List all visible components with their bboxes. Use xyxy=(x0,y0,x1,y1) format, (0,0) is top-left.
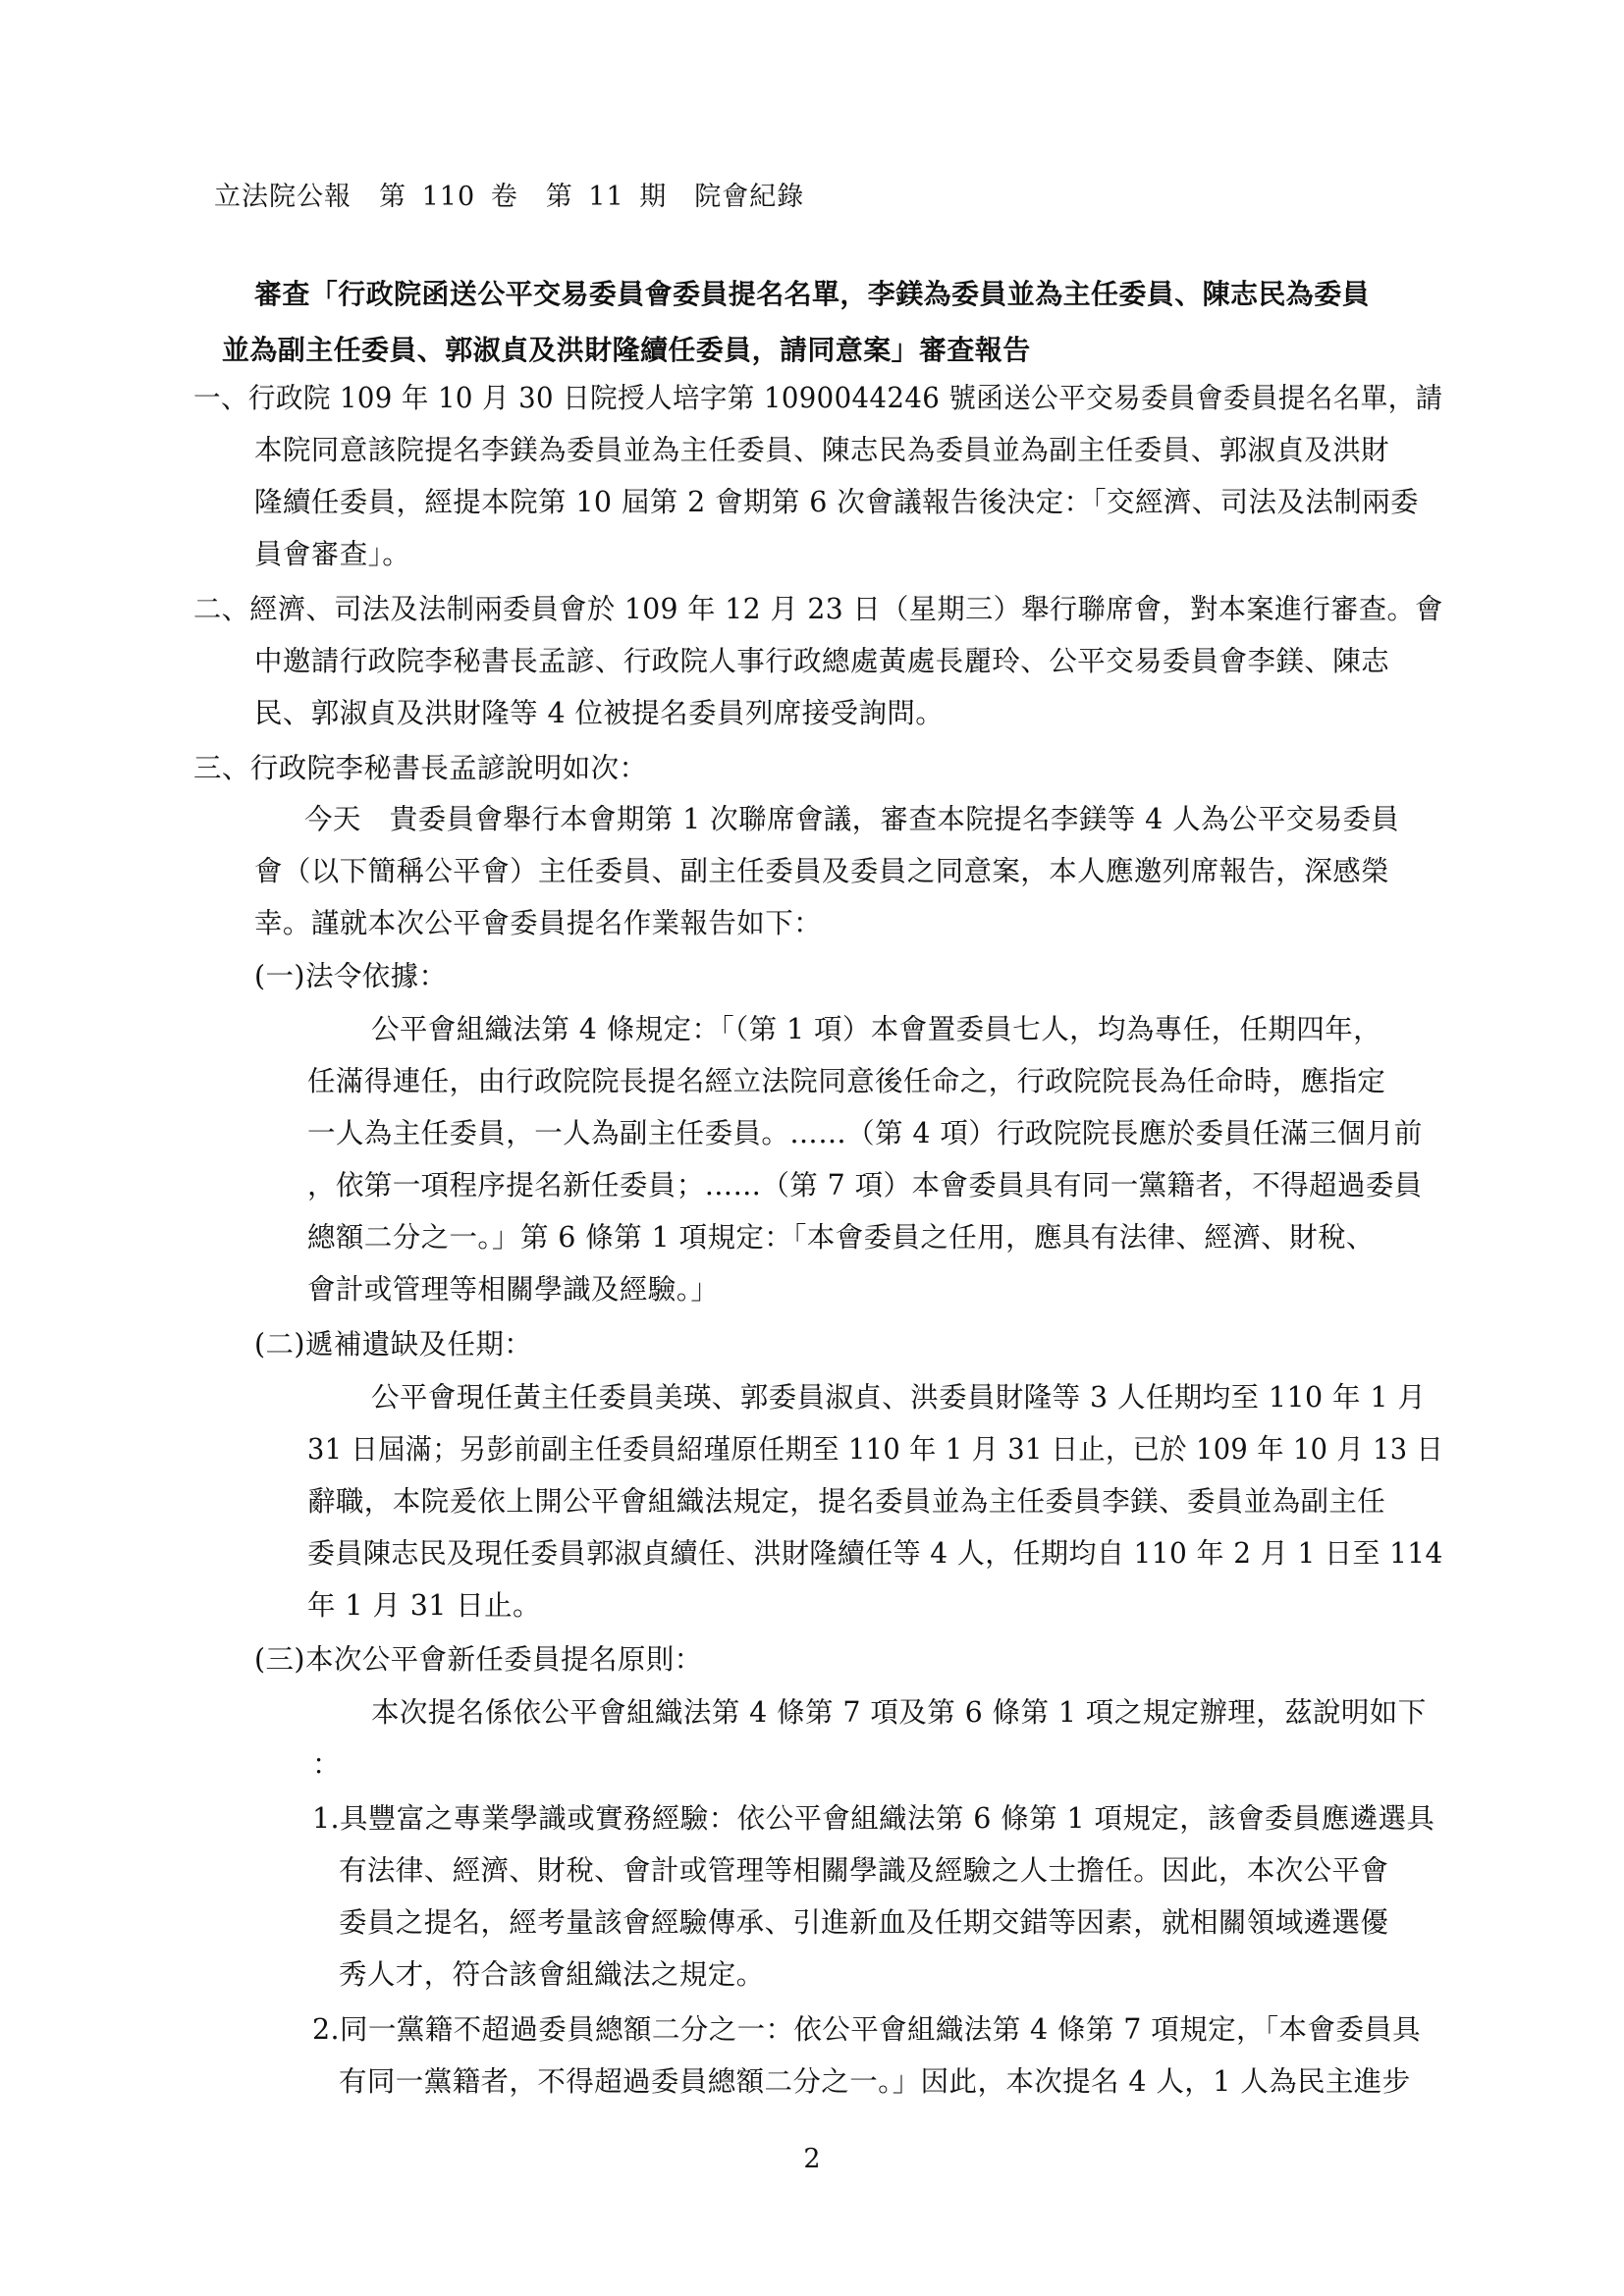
intro-line-3: 幸。謹就本次公平會委員提名作業報告如下： xyxy=(254,907,823,939)
subsection-1-line-1: 公平會組織法第 4 條規定：「（第 1 項）本會置委員七人，均為專任，任期四年， xyxy=(371,1013,1382,1045)
item-1-line-2: 有法律、經濟、財稅、會計或管理等相關學識及經驗之人士擔任。因此，本次公平會 xyxy=(339,1854,1389,1887)
subsection-1-line-2: 任滿得連任，由行政院院長提名經立法院同意後任命之，行政院院長為任命時，應指定 xyxy=(307,1065,1386,1097)
section-1-line-2: 本院同意該院提名李鎂為委員並為主任委員、陳志民為委員並為副主任委員、郭淑貞及洪財 xyxy=(254,434,1390,466)
section-1-line-3: 隆續任委員，經提本院第 10 屆第 2 會期第 6 次會議報告後決定：「交經濟、司法及法制兩委 xyxy=(254,486,1419,518)
section-3-heading: 三、行政院李秘書長孟諺說明如次： xyxy=(193,752,648,784)
intro-line-2: 會（以下簡稱公平會）主任委員、副主任委員及委員之同意案，本人應邀列席報告，深感榮 xyxy=(254,855,1390,887)
report-title-line-1: 審查「行政院函送公平交易委員會委員提名名單，李鎂為委員並為主任委員、陳志民為委員 xyxy=(254,278,1371,310)
item-2-line-2: 有同一黨籍者，不得超過委員總額二分之一。」因此，本次提名 4 人，1 人為民主進步 xyxy=(339,2065,1411,2098)
section-2-line-1: 二、經濟、司法及法制兩委員會於 109 年 12 月 23 日（星期三）舉行聯席會，對本案進行審查。會 xyxy=(193,593,1443,625)
subsection-2-line-3: 辭職，本院爰依上開公平會組織法規定，提名委員並為主任委員李鎂、委員並為副主任 xyxy=(307,1485,1386,1518)
subsection-2-line-5: 年 1 月 31 日止。 xyxy=(307,1589,541,1622)
subsection-3-line-1: 本次提名係依公平會組織法第 4 條第 7 項及第 6 條第 1 項之規定辦理，茲說明如下 xyxy=(371,1696,1427,1729)
subsection-1-line-3: 一人為主任委員，一人為副主任委員。……（第 4 項）行政院院長應於委員任滿三個月前 xyxy=(307,1117,1423,1149)
subsection-1-line-5: 總額二分之一。」第 6 條第 1 項規定：「本會委員之任用，應具有法律、經濟、財稅、 xyxy=(307,1221,1375,1254)
section-1-line-4: 員會審查」。 xyxy=(254,538,411,570)
report-title-line-2: 並為副主任委員、郭淑貞及洪財隆續任委員，請同意案」審查報告 xyxy=(222,334,1031,366)
subsection-1-line-6: 會計或管理等相關學識及經驗。」 xyxy=(307,1273,720,1306)
subsection-3-line-2: ： xyxy=(312,1748,341,1781)
subsection-1-heading: (一)法令依據： xyxy=(254,960,448,992)
item-1-line-1: 1.具豐富之專業學識或實務經驗：依公平會組織法第 6 條第 1 項規定，該會委員應遴選具 xyxy=(312,1802,1435,1835)
item-1-line-3: 委員之提名，經考量該會經驗傳承、引進新血及任期交錯等因素，就相關領域遴選優 xyxy=(339,1906,1389,1939)
section-2-line-2: 中邀請行政院李秘書長孟諺、行政院人事行政總處黃處長麗玲、公平交易委員會李鎂、陳志 xyxy=(254,645,1390,677)
section-2-line-3: 民、郭淑貞及洪財隆等 4 位被提名委員列席接受詢問。 xyxy=(254,697,945,729)
section-1-line-1: 一、行政院 109 年 10 月 30 日院授人培字第 1090044246 號函送公平交易委員會委員提名名單，請 xyxy=(193,382,1443,414)
running-header: 立法院公報 第 110 卷 第 11 期 院會紀錄 xyxy=(214,182,805,212)
item-1-line-4: 秀人才，符合該會組織法之規定。 xyxy=(339,1958,765,1991)
subsection-2-line-2: 31 日屆滿；另彭前副主任委員紹瑾原任期至 110 年 1 月 31 日止，已於 109 年 10 月 13 日 xyxy=(307,1433,1444,1466)
subsection-1-line-4: ，依第一項程序提名新任委員；……（第 7 項）本會委員具有同一黨籍者，不得超過委員 xyxy=(307,1169,1423,1201)
item-2-line-1: 2.同一黨籍不超過委員總額二分之一：依公平會組織法第 4 條第 7 項規定，「本會委員具 xyxy=(312,2013,1422,2046)
intro-line-1: 今天 貴委員會舉行本會期第 1 次聯席會議，審查本院提名李鎂等 4 人為公平交易委員 xyxy=(304,803,1400,835)
subsection-2-line-1: 公平會現任黃主任委員美瑛、郭委員淑貞、洪委員財隆等 3 人任期均至 110 年 1 月 xyxy=(371,1381,1427,1414)
page-number: 2 xyxy=(803,2144,821,2174)
subsection-2-line-4: 委員陳志民及現任委員郭淑貞續任、洪財隆續任等 4 人，任期均自 110 年 2 月 1 日至 114 xyxy=(307,1537,1443,1570)
subsection-2-heading: (二)遞補遺缺及任期： xyxy=(254,1328,533,1361)
subsection-3-heading: (三)本次公平會新任委員提名原則： xyxy=(254,1643,703,1676)
